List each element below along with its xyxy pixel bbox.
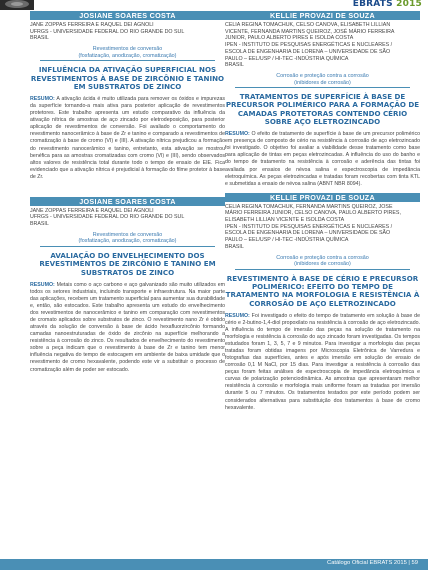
article-title: TRATAMENTOS DE SUPERFÍCIE À BASE DE PRECURSOR POLIMÉRICO PARA A FORMAÇÃO DE CAMADAS PROTETORAS CONTENDO CÉRIO SOBRE AÇO ELETROZINCADO bbox=[225, 92, 420, 126]
emblem-icon bbox=[0, 0, 34, 10]
topic-line: Corrosão e proteção contra a corrosão bbox=[276, 254, 369, 261]
presenter-bar: KELLIE PROVAZI DE SOUZA bbox=[225, 193, 420, 202]
topic-line: (inibidores de corrosão) bbox=[294, 261, 351, 268]
author-line: MÁRIO FERREIRA JUNIOR, CELSO CANOVA, PAULO ALBERTO PIRES, bbox=[225, 210, 401, 217]
abstract-text: A ativação ácida é muito utilizada para remover os óxidos e impurezas da superfície tornando-a mais ativa para posterior aplicação de revestimentos protetores. Este trabalho apresenta um estudo comparativo da influência da ativação nítrica de amostras de aço zincado por eletrodeposição, para posterior aplicação de revestimentos de conversão. Foi avaliado o comportamento do revestimento nanocerâmico à base de Zr e tanino e comparado a revestimentos de cromatização à base de cromo (VI) e (III). A ativação nítrica prejudicou a formação do revestimento nanocerâmico e tanino, entretanto, esta ativação se mostrou benéfica para as amostras cromatizadas com cromo (VI) e (III), sendo observados altos valores de resistência total durante todo o tempo de ensaio de EIE. Fica evidenciado que a ativação nítrica é prejudicial à formação do filme protetor à base de Zr. bbox=[30, 96, 225, 180]
abstract-text: O efeito de tratamento de superfície à base de um precursor polimérico em presença de composto de cério na resistência à corrosão de aço eletrozincado foi investigado. O objetivo foi avaliar a viabilidade desse tratamento como base para aplicação de tintas em peças eletrozincadas. A influência do uso do banho e do tempo de tratamento na resistência à corrosão e aderência das tintas foi avaliada por ensaios de névoa salina e espectroscopia de impedância eletroquímica. As peças eletrozincadas e tratadas foram recobertas com tinta KTL e submetidas a ensaio de névoa salina (ABNT NBR 8094). bbox=[225, 131, 420, 187]
article-title: AVALIAÇÃO DO ENVELHECIMENTO DOS REVESTIMENTOS DE ZIRCÔNIO E TANINO EM SUBSTRATOS DE ZINCO bbox=[39, 251, 216, 277]
article bbox=[225, 193, 420, 412]
presenter-bar: JOSIANE SOARES COSTA bbox=[30, 197, 225, 206]
author-line: JUNIOR, PAULO ALBERTO PIRES E ISOLDA COSTA bbox=[225, 35, 354, 42]
article-title: INFLUÊNCIA DA ATIVAÇÃO SUPERFICIAL NOS REVESTIMENTOS À BASE DE ZIRCÔNIO E TANINO EM SUBSTRATOS DE ZINCO bbox=[30, 65, 225, 91]
article bbox=[30, 197, 225, 374]
abstract bbox=[30, 282, 225, 374]
author-line: PAULO – EEL/USP / HI-TEC -INDÚSTRIA QUÍMICA bbox=[225, 237, 349, 244]
abstract bbox=[30, 96, 225, 181]
author-line: JANE ZOPPAS FERREIRA E RAQUEL DEI AGNOLI bbox=[30, 22, 154, 28]
divider bbox=[40, 246, 215, 247]
divider bbox=[40, 60, 215, 61]
author-list bbox=[30, 208, 225, 228]
topic-line: Revestimentos de conversão bbox=[92, 231, 163, 238]
abstract-label: RESUMO: bbox=[225, 312, 250, 319]
author-line: CÉLIA REGINA TOMACHUK, FERNANDA MARTINS QUEIROZ, JOSÉ bbox=[225, 203, 393, 210]
event-logo: EBRATS 2015 bbox=[352, 0, 422, 9]
author-line: UFRGS - UNIVERSIDADE FEDERAL DO RIO GRANDE DO SUL bbox=[30, 28, 185, 35]
author-line: ESCOLA DE ENGENHARIA DE LORENA – UNIVERSIDADE DE SÃO bbox=[225, 48, 391, 55]
author-list bbox=[30, 22, 225, 42]
left-column bbox=[30, 11, 225, 374]
author-line: ELISABETH LILLIAN VICENTE E ISOLDA COSTA bbox=[225, 217, 345, 224]
topic-line: Revestimentos de conversão bbox=[92, 46, 163, 53]
author-line: BRASIL bbox=[30, 35, 49, 42]
article bbox=[30, 11, 225, 181]
article bbox=[225, 11, 420, 188]
abstract-text: Foi investigado o efeito do tempo de tratamento em solução à base de cério e 2-butino-1,4-diol propoxilato na resistência à corrosão de aço eletrozincado. A influência do tempo de imersão das peças na solução de tratamento na morfologia e resistência à corrosão do aço zincado foram investigadas. Os tempos estudados foram 1, 3, 5, 7 e 9 minutos. Para investigar a morfologia das peças tratadas foram obtidas imagens por Microscopia Eletrônica de Varredura e fotografias das superfícies, antes e após imersão em solução de ensaio de corrosão 0,1 M NaCl, por 15 dias. Para investigar a resistência à corrosão das peças foram feitas análises de espectroscopia de impedância eletroquímica e curvas de polarização potenciodinâmica. As amostras que apresentaram melhor resistência à corrosão e morfologia mais uniforme foram as tratadas por imersão durante 5 ou 7 minutos. Os tratamentos testados por este período podem ser considerados alternativas para substituição dos tratamentos à base de cromo hexavalente. bbox=[225, 312, 420, 411]
topic-line: (fosfatização, anodização, cromatização) bbox=[78, 52, 177, 59]
abstract bbox=[225, 313, 420, 412]
topic bbox=[225, 73, 420, 86]
topic-line: (fosfatização, anodização, cromatização) bbox=[78, 238, 177, 245]
abstract bbox=[225, 131, 420, 187]
right-column bbox=[225, 11, 420, 412]
footer-bar bbox=[0, 559, 428, 570]
footer-text: Catálogo Oficial EBRATS 2015 | 59 bbox=[327, 560, 418, 566]
presenter-bar: JOSIANE SOARES COSTA bbox=[30, 11, 225, 20]
author-line: IPEN - INSTITUTO DE PESQUISAS ENERGÉTICAS E NUCLEARES / bbox=[225, 223, 393, 230]
author-line: IPEN - INSTITUTO DE PESQUISAS ENERGÉTICAS E NUCLEARES / bbox=[225, 42, 393, 49]
topic bbox=[225, 255, 420, 268]
abstract-text: Metais como o aço carbono e aço galvanizado são muito utilizados em todos os setores industriais, incluindo transporte e infraestrutura. Na maior parte das aplicações, recebem um tratamento superficial para aumentar sua durabilidade e, então, são estocados. Este trabalho apresenta um estudo do envelhecimento dos revestimentos de nanocerâmico e tanino em comparação com revestimentos de cromato aplicados sobre substratos de zinco. O revestimento nano Zr é obtido através da solução de conversão à base de ácido hexafluorzircônio formando camadas nanoestruturadas de óxido de zircônio na superfície melhorando a resistência à corrosão do zinco. Os resultados de envelhecimento do revestimento sobre a peça indicam que o revestimento à base de Zr e tanino tem menor influência negativa do tempo de estocagem em ambiente de baixa umidade que o revestimento de cromo hexavalente, podendo este vir a substituir o processo de cromatização além de poder ser estocado. bbox=[30, 281, 225, 373]
author-line: ESCOLA DE ENGENHARIA DE LORENA – UNIVERSIDADE DE SÃO bbox=[225, 230, 391, 237]
topic bbox=[30, 232, 225, 245]
abstract-label: RESUMO: bbox=[225, 131, 250, 138]
author-line: VICENTE, FERNANDA MARTINS QUEIROZ, JOSÉ MÁRIO FERREIRA bbox=[225, 28, 395, 35]
topic-line: Corrosão e proteção contra a corrosão bbox=[276, 72, 369, 79]
author-line: PAULO – EEL/USP / HI-TEC -INDÚSTRIA QUÍMICA bbox=[225, 55, 349, 62]
author-line: BRASIL bbox=[225, 62, 244, 69]
abstract-label: RESUMO: bbox=[30, 96, 55, 103]
author-line: BRASIL bbox=[225, 243, 244, 250]
author-line: CÉLIA REGINA TOMACHUK, CELSO CANOVA, ELISABETH LILLIAN bbox=[225, 22, 391, 28]
author-line: JANE ZOPPAS FERREIRA E RAQUEL DEI AGNOLI bbox=[30, 207, 154, 214]
author-list bbox=[225, 204, 420, 251]
article-title: REVESTIMENTO À BASE DE CÉRIO E PRECURSOR POLIMÉRICO: EFEITO DO TEMPO DE TRATAMENTO NA MORFOLOGIA E RESISTÊNCIA À CORROSÃO DE AÇO ELETROZINCADO bbox=[225, 273, 420, 308]
author-line: BRASIL bbox=[30, 221, 49, 228]
author-list bbox=[225, 22, 420, 69]
presenter-bar: KELLIE PROVAZI DE SOUZA bbox=[225, 11, 420, 20]
top-bar bbox=[0, 0, 428, 10]
topic bbox=[30, 46, 225, 59]
divider bbox=[235, 87, 410, 88]
topic-line: (inibidores de corrosão) bbox=[294, 79, 351, 86]
abstract-label: RESUMO: bbox=[30, 281, 55, 288]
divider bbox=[235, 269, 410, 270]
author-line: UFRGS - UNIVERSIDADE FEDERAL DO RIO GRANDE DO SUL bbox=[30, 214, 185, 221]
